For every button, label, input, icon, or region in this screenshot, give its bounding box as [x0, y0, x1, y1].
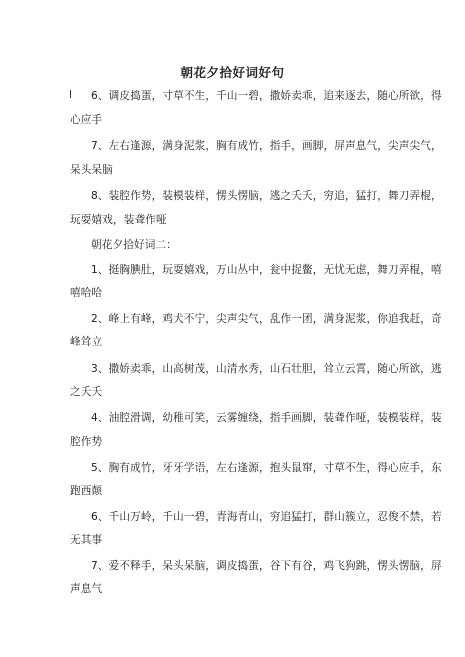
text-line: 6、千山万岭，千山一碧，青海青山，穷追猛打，群山簇立，忍俊不禁，若 [91, 511, 442, 523]
text-line: 5、胸有成竹，牙牙学语，左右逢源，抱头鼠窜，寸草不生，得心应手，东 [91, 462, 442, 474]
text-line: 4、油腔滑调，幼稚可笑，云雾缠绕，指手画脚，装聋作哑，装模装样，装 [91, 412, 442, 424]
margin-mark: l [69, 88, 73, 101]
text-line: 峰耸立 [70, 336, 103, 348]
text-line: 2、峰上有峰，鸡犬不宁，尖声尖气，乱作一团，满身泥浆，你追我赶，奇 [91, 313, 442, 325]
document-title: 朝花夕拾好词好句 [180, 65, 285, 80]
text-line: 之夭夭 [70, 386, 103, 398]
text-line: 玩耍嬉戏，装聋作哑 [70, 214, 167, 226]
text-line: 7、爱不释手，呆头呆脑，调皮捣蛋，谷下有谷，鸡飞狗跳，愣头愣脑，屏 [91, 560, 442, 572]
text-line: 3、撒娇卖乖，山高树茂，山清水秀，山石壮胆，耸立云霄，随心所欲，逃 [91, 363, 442, 375]
text-line: 无其事 [70, 534, 103, 546]
text-line: 嘻哈哈 [70, 287, 103, 299]
text-line: 跑西颠 [70, 485, 103, 497]
text-line: 心应手 [70, 114, 103, 126]
text-line: 1、挺胸腆肚，玩耍嬉戏，万山丛中，瓮中捉鳖，无忧无虑，舞刀弄棍，嘻 [91, 264, 442, 276]
section-heading: 朝花夕拾好词二： [91, 239, 177, 251]
text-line: 声息气 [70, 583, 103, 595]
text-line: 呆头呆脑 [70, 164, 113, 176]
text-line: 8、装腔作势，装模装样，愣头愣脑，逃之夭夭，穷追，猛打，舞刀弄棍， [91, 190, 442, 202]
text-line: 6、调皮捣蛋，寸草不生，千山一碧，撒娇卖乖，追来逐去，随心所欲，得 [91, 90, 442, 102]
text-line: 腔作势 [70, 436, 103, 448]
text-line: 7、左右逢源，满身泥浆，胸有成竹，指手，画脚，屏声息气，尖声尖气， [91, 140, 442, 152]
